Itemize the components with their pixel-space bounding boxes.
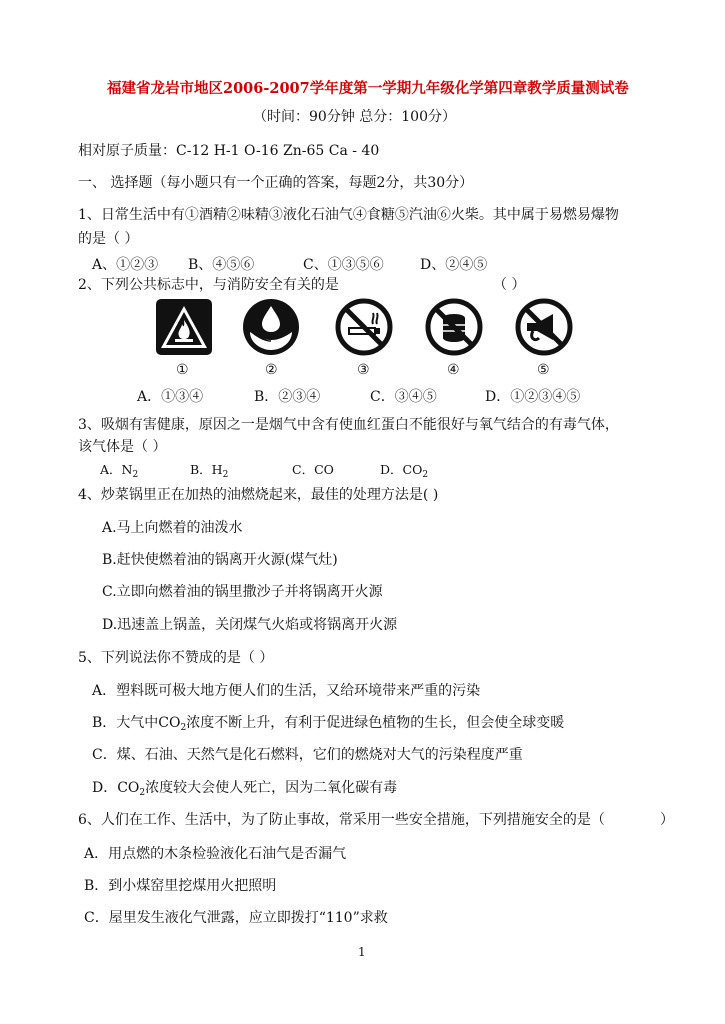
q2-option-b: B．②③④	[254, 389, 321, 405]
flammable-warning-icon	[155, 298, 213, 356]
q2-option-c: C．③④⑤	[370, 389, 437, 405]
page-number: 1	[358, 945, 366, 959]
q3-option-b: B．$H_2$	[190, 462, 229, 480]
q1-stem-line2: 的是（ ）	[78, 231, 139, 247]
time-info: （时间：90分钟 总分：100分）	[253, 109, 456, 125]
q4-option-c: C.立即向燃着油的锅里撒沙子并将锅离开火源	[102, 584, 383, 600]
q5-option-a: A．塑料既可极大地方便人们的生活，又给环境带来严重的污染	[92, 683, 481, 699]
water-hand-icon	[242, 298, 300, 356]
q1-option-d: D、②④⑤	[420, 257, 488, 273]
q3-option-a: A．$N_2$	[100, 462, 139, 480]
section-title: 一、 选择题（每小题只有一个正确的答案，每题2分，共30分）	[78, 175, 474, 191]
q3-stem-line1: 3、吸烟有害健康，原因之一是烟气中含有使血红蛋白不能很好与氧气结合的有毒气体，	[78, 417, 619, 433]
q6-paren-close: ）	[660, 812, 674, 828]
q1-option-b: B、④⑤⑥	[188, 257, 255, 273]
q5-option-b: B．大气中$CO_2$浓度不断上升，有利于促进绿色植物的生长，但会使全球变暖	[92, 715, 565, 733]
q6-option-b: B．到小煤窑里挖煤用火把照明	[84, 878, 277, 894]
q1-stem-line1: 1、日常生活中有①酒精②味精③液化石油气④食糖⑤汽油⑥火柴。其中属于易燃易爆物	[78, 207, 619, 223]
q6-stem: 6、人们在工作、生活中，为了防止事故，常采用一些安全措施，下列措施安全的是（	[78, 812, 605, 828]
q3-option-d: D．$CO_2$	[380, 462, 429, 480]
no-smoking-icon	[335, 298, 393, 356]
no-fire-drum-icon	[425, 298, 483, 356]
q5-option-c: C．煤、石油、天然气是化石燃料，它们的燃烧对大气的污染程度严重	[92, 747, 523, 763]
q6-option-c: C．屋里发生液化气泄露，应立即拨打“110”求救	[84, 910, 388, 926]
no-horn-icon	[515, 298, 573, 356]
icon-label-4: ④	[447, 362, 460, 378]
q2-option-d: D．①②③④⑤	[485, 389, 581, 405]
exam-title: 福建省龙岩市地区2006-2007学年度第一学期九年级化学第四章教学质量测试卷	[107, 80, 629, 97]
q4-stem: 4、炒菜锅里正在加热的油燃烧起来，最佳的处理方法是( )	[78, 487, 439, 503]
q3-option-c: C．CO	[292, 462, 334, 477]
icon-label-5: ⑤	[537, 362, 550, 378]
q1-option-c: C、①③⑤⑥	[303, 257, 384, 273]
q2-paren: （ ）	[493, 277, 526, 293]
q3-stem-line2: 该气体是（ ）	[78, 439, 167, 455]
q2-stem: 2、下列公共标志中，与消防安全有关的是	[78, 277, 339, 293]
q4-option-b: B.赶快使燃着油的锅离开火源(煤气灶)	[102, 552, 338, 568]
q4-option-d: D.迅速盖上锅盖，关闭煤气火焰或将锅离开火源	[102, 617, 398, 633]
q2-option-a: A．①③④	[137, 389, 204, 405]
icon-label-3: ③	[357, 362, 370, 378]
atomic-mass-line: 相对原子质量：C-12 H-1 O-16 Zn-65 Ca - 40	[78, 143, 380, 159]
q4-option-a: A.马上向燃着的油泼水	[102, 520, 243, 536]
q5-stem: 5、下列说法你不赞成的是（ ）	[78, 650, 274, 666]
q6-option-a: A．用点燃的木条检验液化石油气是否漏气	[84, 846, 347, 862]
q5-option-d: D．$CO_2$浓度较大会使人死亡，因为二氧化碳有毒	[92, 780, 398, 798]
icon-label-1: ①	[176, 362, 189, 378]
icon-label-2: ②	[265, 362, 278, 378]
q1-option-a: A、①②③	[92, 257, 159, 273]
